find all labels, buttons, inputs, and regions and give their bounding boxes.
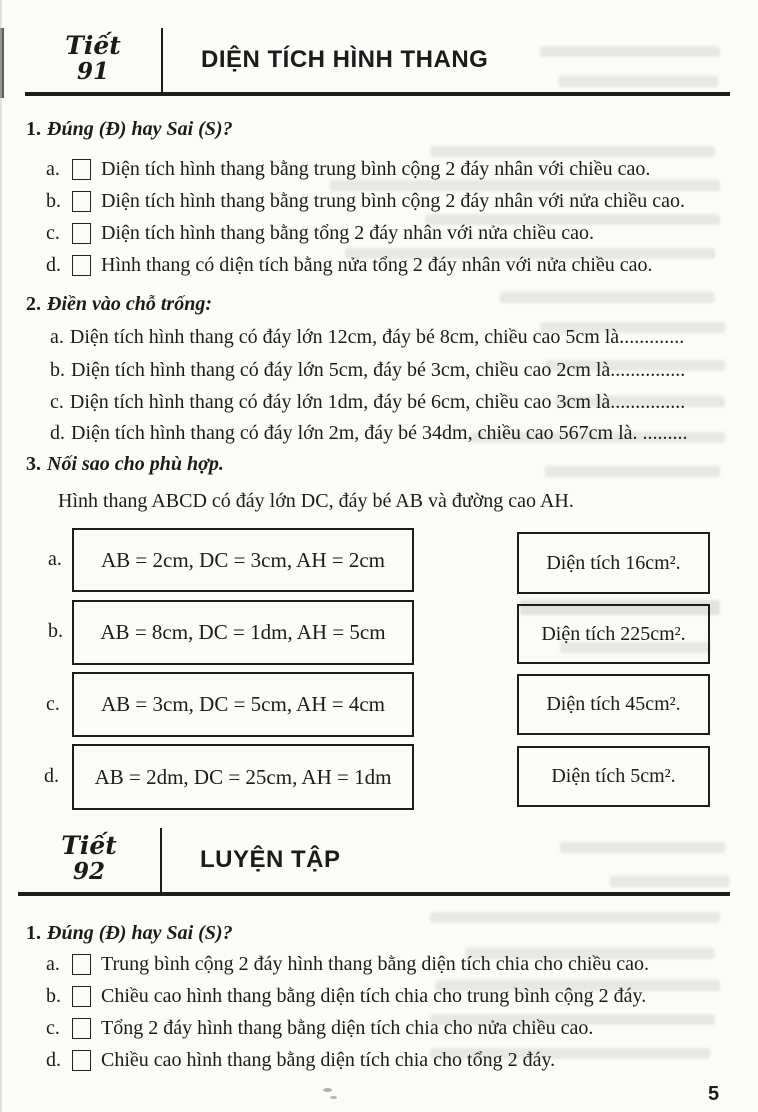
match-item-letter: b.	[48, 620, 63, 642]
tiet-label: Tiết	[61, 830, 117, 860]
bleedthrough-artifact	[500, 292, 715, 303]
lesson-title: LUYỆN TẬP	[200, 846, 341, 873]
fill-blank-item[interactable]	[50, 422, 738, 445]
item-text: Diện tích hình thang có đáy lớn 1dm, đáy bé 6cm, chiều cao 3cm là...............	[69, 391, 686, 413]
lesson-number-badge	[18, 828, 162, 892]
true-false-item	[46, 953, 738, 976]
match-right-text: Diện tích 45cm².	[546, 693, 681, 715]
item-letter: b.	[46, 985, 61, 1007]
match-right-text: Diện tích 225cm².	[541, 622, 686, 645]
section-number: 2.	[26, 293, 41, 315]
section-number: 1.	[26, 922, 41, 944]
tiet-number: 92	[72, 857, 105, 885]
lesson-91-header	[25, 28, 730, 96]
match-right-option[interactable]	[517, 746, 710, 807]
match-right-option[interactable]	[517, 532, 710, 594]
bleedthrough-artifact	[430, 912, 720, 923]
item-text: Tổng 2 đáy hình thang bằng diện tích chia cho nửa chiều cao.	[101, 1017, 594, 1039]
match-left-option[interactable]	[72, 744, 414, 810]
section-title: Nối sao cho phù hợp.	[47, 453, 224, 475]
lesson-number-badge	[25, 28, 163, 92]
match-right-text: Diện tích 5cm².	[551, 765, 676, 787]
match-right-text: Diện tích 16cm².	[546, 551, 681, 574]
item-letter: d.	[46, 254, 61, 276]
match-right-option[interactable]	[517, 604, 710, 664]
match-right-option[interactable]	[517, 674, 710, 735]
section-title: Đúng (Đ) hay Sai (S)?	[47, 922, 233, 944]
answer-checkbox[interactable]	[72, 223, 91, 244]
answer-checkbox[interactable]	[72, 191, 91, 212]
item-text: Diện tích hình thang bằng tổng 2 đáy nhân với nửa chiều cao.	[101, 222, 594, 244]
item-letter: c.	[50, 391, 64, 413]
section-heading	[26, 922, 233, 945]
section-title: Điền vào chỗ trống:	[47, 293, 212, 315]
item-text: Trung bình cộng 2 đáy hình thang bằng diện tích chia cho chiều cao.	[101, 953, 650, 975]
page-number: 5	[708, 1083, 720, 1105]
item-text: Chiều cao hình thang bằng diện tích chia cho trung bình cộng 2 đáy.	[101, 985, 647, 1007]
match-left-text: AB = 8cm, DC = 1dm, AH = 5cm	[100, 620, 386, 644]
section-heading	[26, 453, 224, 476]
item-letter: d.	[50, 422, 65, 444]
match-left-option[interactable]	[72, 600, 414, 665]
item-letter: c.	[46, 222, 60, 244]
item-text: Hình thang có diện tích bằng nửa tổng 2 đáy nhân với nửa chiều cao.	[101, 254, 653, 276]
true-false-item	[46, 985, 738, 1008]
match-left-text: AB = 2cm, DC = 3cm, AH = 2cm	[100, 547, 385, 572]
section-title: Đúng (Đ) hay Sai (S)?	[47, 118, 233, 140]
scan-speck	[323, 1088, 332, 1092]
tiet-number: 91	[76, 57, 109, 85]
item-text: Chiều cao hình thang bằng diện tích chia cho tổng 2 đáy.	[101, 1049, 556, 1071]
section-number: 1.	[26, 118, 41, 140]
scan-speck	[330, 1096, 337, 1099]
true-false-item	[46, 1017, 738, 1040]
match-item-letter: c.	[46, 693, 60, 715]
section-heading	[26, 293, 212, 316]
lesson-title: DIỆN TÍCH HÌNH THANG	[201, 46, 489, 73]
answer-checkbox[interactable]	[72, 986, 91, 1007]
item-letter: b.	[50, 359, 65, 381]
fill-blank-item[interactable]	[50, 391, 738, 414]
true-false-item	[46, 254, 738, 277]
item-letter: a.	[46, 953, 60, 975]
item-letter: d.	[46, 1049, 61, 1071]
item-text: Diện tích hình thang có đáy lớn 12cm, đáy bé 8cm, chiều cao 5cm là.............	[69, 326, 685, 348]
answer-checkbox[interactable]	[72, 255, 91, 276]
fill-blank-item[interactable]	[50, 359, 738, 382]
lesson-92-header	[18, 828, 730, 896]
answer-checkbox[interactable]	[72, 954, 91, 975]
fill-blank-item[interactable]	[50, 326, 738, 349]
match-left-text: AB = 2dm, DC = 25cm, AH = 1dm	[94, 764, 392, 789]
match-left-text: AB = 3cm, DC = 5cm, AH = 4cm	[100, 692, 385, 716]
scan-edge-line	[0, 0, 2, 1112]
exercise-intro-text: Hình thang ABCD có đáy lớn DC, đáy bé AB và đường cao AH.	[58, 490, 574, 512]
true-false-item	[46, 1049, 738, 1072]
tiet-label: Tiết	[65, 30, 121, 60]
true-false-item	[46, 190, 738, 213]
section-number: 3.	[26, 453, 41, 475]
item-letter: c.	[46, 1017, 60, 1039]
item-text: Diện tích hình thang có đáy lớn 5cm, đáy bé 3cm, chiều cao 2cm là...............	[71, 359, 686, 381]
item-letter: a.	[50, 326, 64, 348]
match-item-letter: d.	[44, 765, 59, 787]
item-text: Diện tích hình thang có đáy lớn 2m, đáy bé 34dm, chiều cao 567cm là. .........	[71, 422, 688, 444]
match-left-option[interactable]	[72, 528, 414, 592]
match-left-option[interactable]	[72, 672, 414, 737]
match-item-letter: a.	[48, 548, 62, 570]
bleedthrough-artifact	[545, 466, 720, 477]
item-letter: a.	[46, 158, 60, 180]
section-heading	[26, 118, 233, 141]
item-text: Diện tích hình thang bằng trung bình cộng 2 đáy nhân với chiều cao.	[101, 158, 651, 180]
bleedthrough-artifact	[430, 146, 715, 157]
answer-checkbox[interactable]	[72, 159, 91, 180]
answer-checkbox[interactable]	[72, 1018, 91, 1039]
item-text: Diện tích hình thang bằng trung bình cộng 2 đáy nhân với nửa chiều cao.	[101, 190, 686, 212]
true-false-item	[46, 222, 738, 245]
item-letter: b.	[46, 190, 61, 212]
answer-checkbox[interactable]	[72, 1050, 91, 1071]
true-false-item	[46, 158, 738, 181]
